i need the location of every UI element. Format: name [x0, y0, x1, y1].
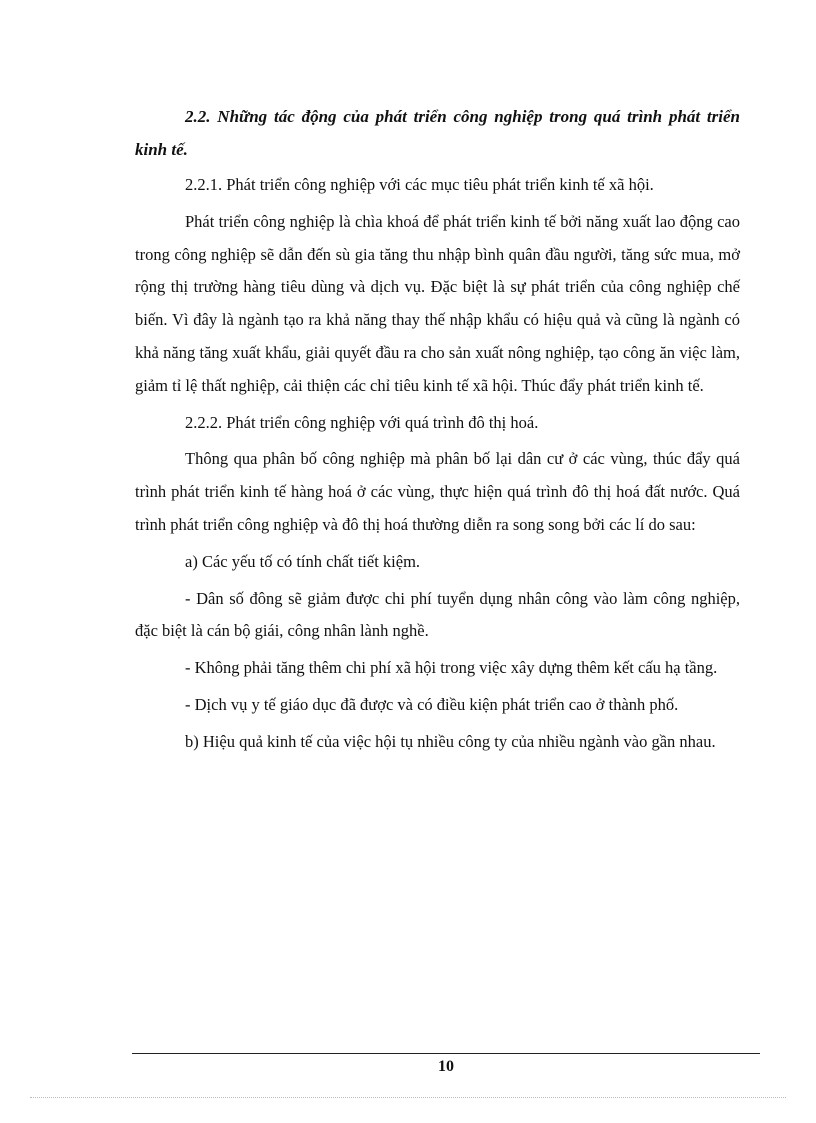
page-edge-dotted-line	[30, 1097, 786, 1098]
document-body	[135, 100, 740, 763]
list-item: - Dân số đông sẽ giảm được chi phí tuyển dụng nhân công vào làm công nghiệp, đặc biệt là cán bộ giái, công nhân lành nghề.	[135, 588, 740, 641]
footer-divider	[132, 1053, 760, 1054]
subsection-title-2-2-2: 2.2.2. Phát triển công nghiệp với quá trình đô thị hoá.	[185, 412, 539, 432]
section-heading: 2.2. Những tác động của phát triển công nghiệp trong quá trình phát triển kinh tế.	[135, 107, 740, 159]
body-paragraph: Phát triển công nghiệp là chìa khoá để phát triển kinh tế bởi năng xuất lao động cao trong công nghiệp sẽ dẫn đến sù gia tăng thu nhập bình quân đầu người, tăng sức mua, mở rộng thị trường hàng tiêu dùng và dịch vụ. Đặc biệt là sự phát triển của công nghiệp chế biến. Vì đây là ngành tạo ra khả năng thay thế nhập khẩu có hiệu quả và cũng là ngành có khả năng tăng xuất khẩu, giải quyết đầu ra cho sản xuất nông nghiệp, tạo công ăn việc làm, giảm tỉ lệ thất nghiệp, cải thiện các chỉ tiêu kinh tế xã hội. Thúc đẩy phát triển kinh tế.	[135, 211, 740, 395]
page-number: 10	[438, 1058, 454, 1075]
subsection-title-2-2-1: 2.2.1. Phát triển công nghiệp với các mục tiêu phát triển kinh tế xã hội.	[185, 175, 654, 194]
list-heading-a: a) Các yếu tố có tính chất tiết kiệm.	[185, 551, 421, 571]
body-paragraph: Thông qua phân bố công nghiệp mà phân bố lại dân cư ở các vùng, thúc đẩy quá trình phát triển kinh tế hàng hoá ở các vùng, thực hiện quá trình đô thị hoá đất nước. Quá trình phát triển công nghiệp và đô thị hoá thường diễn ra song song bởi các lí do sau:	[135, 449, 740, 534]
list-item: - Dịch vụ y tế giáo dục đã được và có điều kiện phát triển cao ở thành phố.	[185, 694, 679, 714]
list-heading-b: b) Hiệu quả kinh tế của việc hội tụ nhiều công ty của nhiều ngành vào gần nhau.	[185, 731, 716, 751]
list-item: - Không phải tăng thêm chi phí xã hội trong việc xây dựng thêm kết cấu hạ tầng.	[185, 658, 718, 678]
